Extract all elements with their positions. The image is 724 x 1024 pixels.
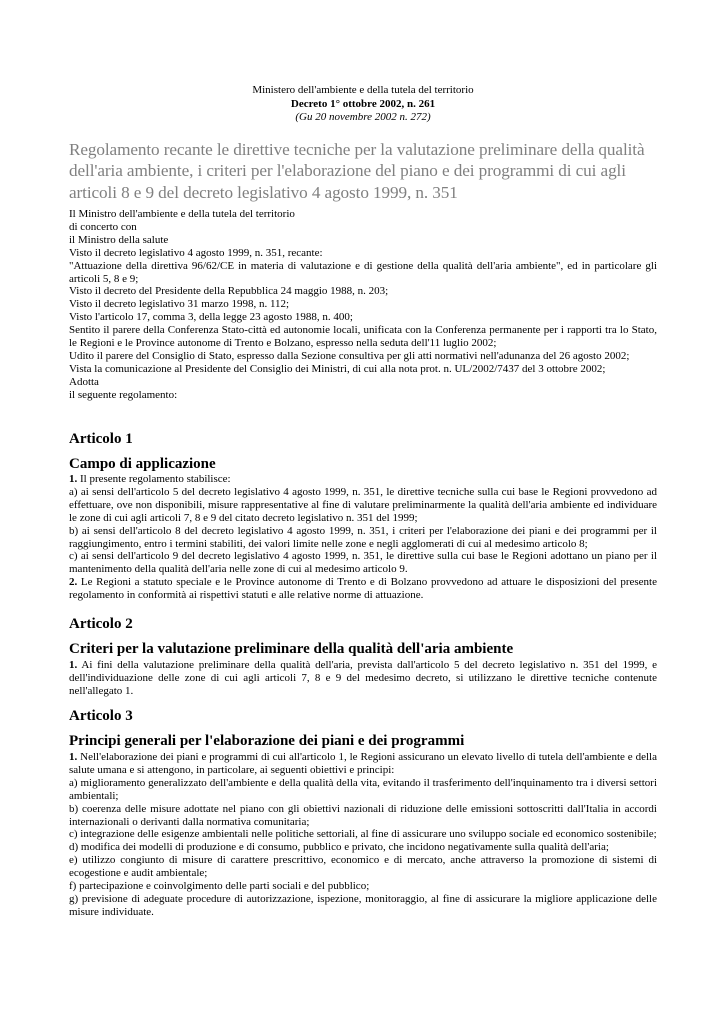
- decree-number: Decreto 1° ottobre 2002, n. 261: [290, 97, 436, 110]
- article-paragraph: [69, 777, 657, 803]
- paragraph-text: Le Regioni a statuto speciale e le Province autonome di Trento e di Bolzano provvedono ad attuare le disposizioni del presente regolamento in conformità ai rispettivi statuti e alle relative norme di attuazione.: [69, 576, 657, 602]
- paragraph-text: Ai fini della valutazione preliminare della qualità dell'aria, prevista dall'articolo 5 del decreto legislativo n. 351 del 1999, e dell'individuazione delle zone di cui agli articoli 7, 8 e 9 del medesimo decreto, si utilizzano le direttive tecniche contenute nell'allegato 1.: [69, 659, 657, 697]
- preamble-line: Visto l'articolo 17, comma 3, della legge 23 agosto 1988, n. 400;: [69, 311, 353, 324]
- article-paragraph: [69, 893, 657, 919]
- paragraph-text: c) integrazione delle esigenze ambientali nelle politiche settoriali, al fine di assicurare uno sviluppo sociale ed economico sostenibile;: [69, 828, 657, 841]
- document-title: Regolamento recante le direttive tecniche per la valutazione preliminare della qualità dell'aria ambiente, i criteri per l'elaborazione del piano e dei programmi di cui agli articoli 8 e 9 del decreto legislativo 4 agosto 1999, n. 351: [69, 140, 645, 202]
- article-1-subheading: Campo di applicazione: [69, 456, 216, 472]
- article-paragraph: [69, 828, 657, 841]
- article-paragraph: [69, 751, 657, 777]
- paragraph-text: Nell'elaborazione dei piani e programmi di cui all'articolo 1, le Regioni assicurano un elevato livello di tutela dell'ambiente e della salute umana e si attengono, in particolare, ai seguenti obiettivi e principi:: [69, 751, 657, 776]
- article-paragraph: [69, 659, 657, 698]
- paragraph-text: b) coerenza delle misure adottate nel piano con gli obiettivi nazionali di riduzione delle emissioni sottoscritti dall'Italia in accordi internazionali o derivanti dalla normativa comunitaria;: [69, 802, 657, 828]
- paragraph-number: 1.: [69, 751, 78, 763]
- paragraph-number: 1.: [69, 659, 78, 671]
- paragraph-text: e) utilizzo congiunto di misure di carattere prescrittivo, economico e di mercato, anche attraverso la promozione di sistemi di ecogestione e audit ambientale;: [69, 854, 657, 880]
- preamble-line: il seguente regolamento:: [69, 388, 178, 401]
- preamble-line: il Ministro della salute: [69, 233, 169, 246]
- preamble-line: Sentito il parere della Conferenza Stato-città ed autonomie locali, unificata con la Conferenza permanente per i rapporti tra lo Stato, le Regioni e le Province autonome di Trento e Bolzano, espresso nella seduta dell'11 luglio 2002;: [69, 324, 657, 350]
- preamble-line: Visto il decreto legislativo 4 agosto 1999, n. 351, recante:: [69, 246, 323, 259]
- article-paragraph: [69, 854, 657, 880]
- article-paragraph: [69, 576, 657, 602]
- article-paragraph: [69, 473, 657, 486]
- article-paragraph: [69, 803, 657, 829]
- paragraph-text: a) ai sensi dell'articolo 5 del decreto legislativo 4 agosto 1999, n. 351, le direttive tecniche sulla cui base le Regioni provvedono ad effettuare, ove non disponibili, misure rappresentative al fine di valutare preliminarmente la qualità dell'aria ambiente ed individuare le zone di cui agli articoli 7, 8 e 9 del citato decreto legislativo n. 351 del 1999;: [69, 485, 657, 524]
- paragraph-text: g) previsione di adeguate procedure di autorizzazione, ispezione, monitoraggio, al fine di assicurare la migliore applicazione delle misure individuate.: [69, 892, 657, 918]
- paragraph-text: Il presente regolamento stabilisce:: [77, 473, 231, 485]
- paragraph-number: 1.: [69, 473, 78, 485]
- paragraph-text: b) ai sensi dell'articolo 8 del decreto legislativo 4 agosto 1999, n. 351, i criteri per l'elaborazione dei piani e dei programmi per il raggiungimento, entro i termini stabiliti, dei valori limite nelle zone e negli agglomerati di cui al medesimo articolo 8;: [69, 524, 657, 550]
- article-2-heading: Articolo 2: [69, 616, 133, 632]
- preamble: [69, 208, 657, 402]
- paragraph-text: f) partecipazione e coinvolgimento delle parti sociali e del pubblico;: [69, 880, 370, 893]
- article-paragraph: [69, 486, 657, 525]
- article-2-subheading: Criteri per la valutazione preliminare della qualità dell'aria ambiente: [69, 641, 514, 657]
- article-paragraph: [69, 880, 657, 893]
- article-3-subheading: Principi generali per l'elaborazione dei piani e dei programmi: [69, 733, 465, 749]
- article-paragraph: [69, 550, 657, 576]
- paragraph-number: 2.: [69, 576, 78, 589]
- preamble-line: Il Ministro dell'ambiente e della tutela del territorio: [69, 208, 295, 220]
- document-header: [69, 84, 657, 125]
- article-1-body: [69, 473, 657, 602]
- preamble-line: Udito il parere del Consiglio di Stato, espresso dalla Sezione consultiva per gli atti normativi nell'adunanza del 26 agosto 2002;: [69, 349, 630, 362]
- preamble-line: Adotta: [69, 375, 99, 388]
- preamble-line: Vista la comunicazione al Presidente del Consiglio dei Ministri, di cui alla nota prot. n. UL/2002/7437 del 3 ottobre 2002;: [69, 362, 606, 375]
- article-2-body: [69, 659, 657, 698]
- article-paragraph: [69, 525, 657, 551]
- preamble-line: Visto il decreto legislativo 31 marzo 1998, n. 112;: [69, 298, 290, 311]
- paragraph-text: a) miglioramento generalizzato dell'ambiente e della qualità della vita, evitando il trasferimento dell'inquinamento tra i diversi settori ambientali;: [69, 776, 657, 802]
- article-paragraph: [69, 841, 657, 854]
- article-1-heading: Articolo 1: [69, 431, 133, 447]
- gazette-reference: (Gu 20 novembre 2002 n. 272): [295, 111, 431, 123]
- paragraph-text: d) modifica dei modelli di produzione e di consumo, pubblico e privato, che incidono negativamente sulla qualità dell'aria;: [69, 841, 609, 854]
- preamble-line: Visto il decreto del Presidente della Repubblica 24 maggio 1988, n. 203;: [69, 285, 389, 298]
- article-3-heading: Articolo 3: [69, 708, 133, 724]
- ministry-name: Ministero dell'ambiente e della tutela del territorio: [252, 84, 474, 96]
- preamble-line: "Attuazione della direttiva 96/62/CE in materia di valutazione e di gestione della qualità dell'aria ambiente", ed in particolare gli articoli 5, 8 e 9;: [69, 259, 657, 285]
- preamble-line: di concerto con: [69, 220, 137, 233]
- paragraph-text: c) ai sensi dell'articolo 9 del decreto legislativo 4 agosto 1999, n. 351, le direttive sulla cui base le Regioni adottano un piano per il mantenimento della qualità dell'aria nelle zone di cui al medesimo articolo 9.: [69, 550, 657, 576]
- article-3-body: [69, 751, 657, 919]
